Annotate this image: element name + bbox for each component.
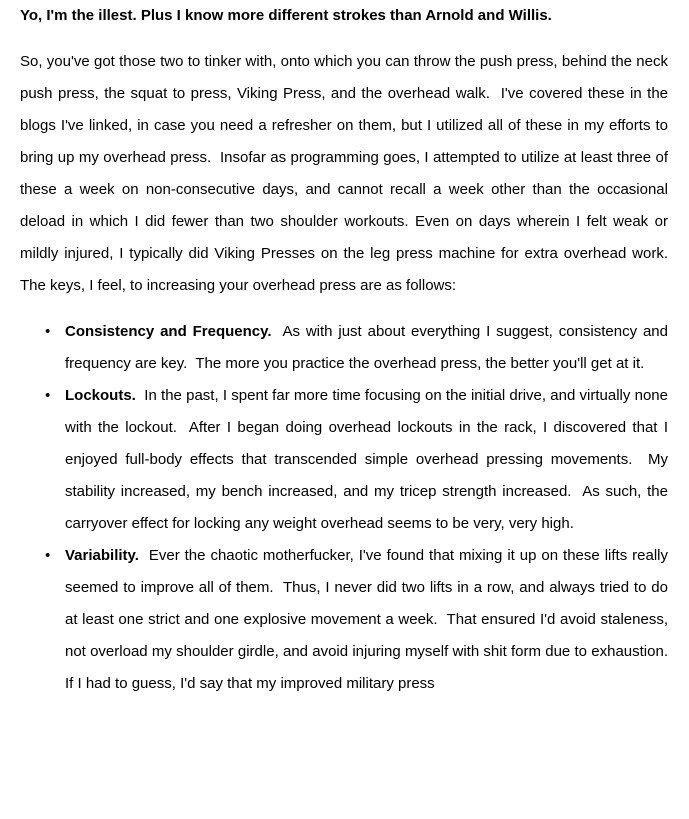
bullet-lead: Consistency and Frequency. (65, 323, 272, 340)
bullet-lead: Lockouts. (65, 387, 136, 404)
bullet-icon: • (45, 323, 51, 340)
bullet-icon: • (45, 547, 51, 564)
bullet-text: Ever the chaotic motherfucker, I've found that mixing it up on these lifts really seemed to improve all of them. Thus, I never did two lifts in a row, and always tried to do at least one strict and one explosive movement a week. That ensured I'd avoid staleness, not overload my shoulder girdle, and avoid injuring myself with shit form due to exhaustion. If I had to guess, I'd say that my improved military press (65, 547, 677, 692)
intro-paragraph: So, you've got those two to tinker with, onto which you can throw the push press, behind the neck push press, the squat to press, Viking Press, and the overhead walk. I've covered these in the blogs I've linked, in case you need a refresher on them, but I utilized all of these in my efforts to bring up my overhead press. Insofar as programming goes, I attempted to utilize at least three of these a week on non-consecutive days, and cannot recall a week other than the occasional deload in which I did fewer than two shoulder workouts. Even on days wherein I felt weak or mildly injured, I typically did Viking Presses on the leg press machine for extra overhead work. The keys, I feel, to increasing your overhead press are as follows: (20, 53, 677, 294)
bullet-body (65, 380, 673, 540)
list-item (20, 540, 677, 700)
bullet-body (65, 316, 673, 380)
bullet-text: In the past, I spent far more time focusing on the initial drive, and virtually none with the lockout. After I began doing overhead lockouts in the rack, I discovered that I enjoyed full-body effects that transcended simple overhead pressing movements. My stability increased, my bench increased, and my tricep strength increased. As such, the carryover effect for locking any weight overhead seems to be very, very high. (65, 387, 673, 532)
list-item (20, 380, 673, 540)
document-heading: Yo, I'm the illest. Plus I know more different strokes than Arnold and Willis. (20, 7, 552, 24)
bullet-icon: • (45, 387, 51, 404)
bullet-text: As with just about everything I suggest, consistency and frequency are key. The more you practice the overhead press, the better you'll get at it. (65, 323, 673, 372)
bullet-lead: Variability. (65, 547, 139, 564)
list-item (20, 316, 673, 380)
bullet-body (65, 540, 677, 700)
bullet-list (20, 316, 677, 700)
